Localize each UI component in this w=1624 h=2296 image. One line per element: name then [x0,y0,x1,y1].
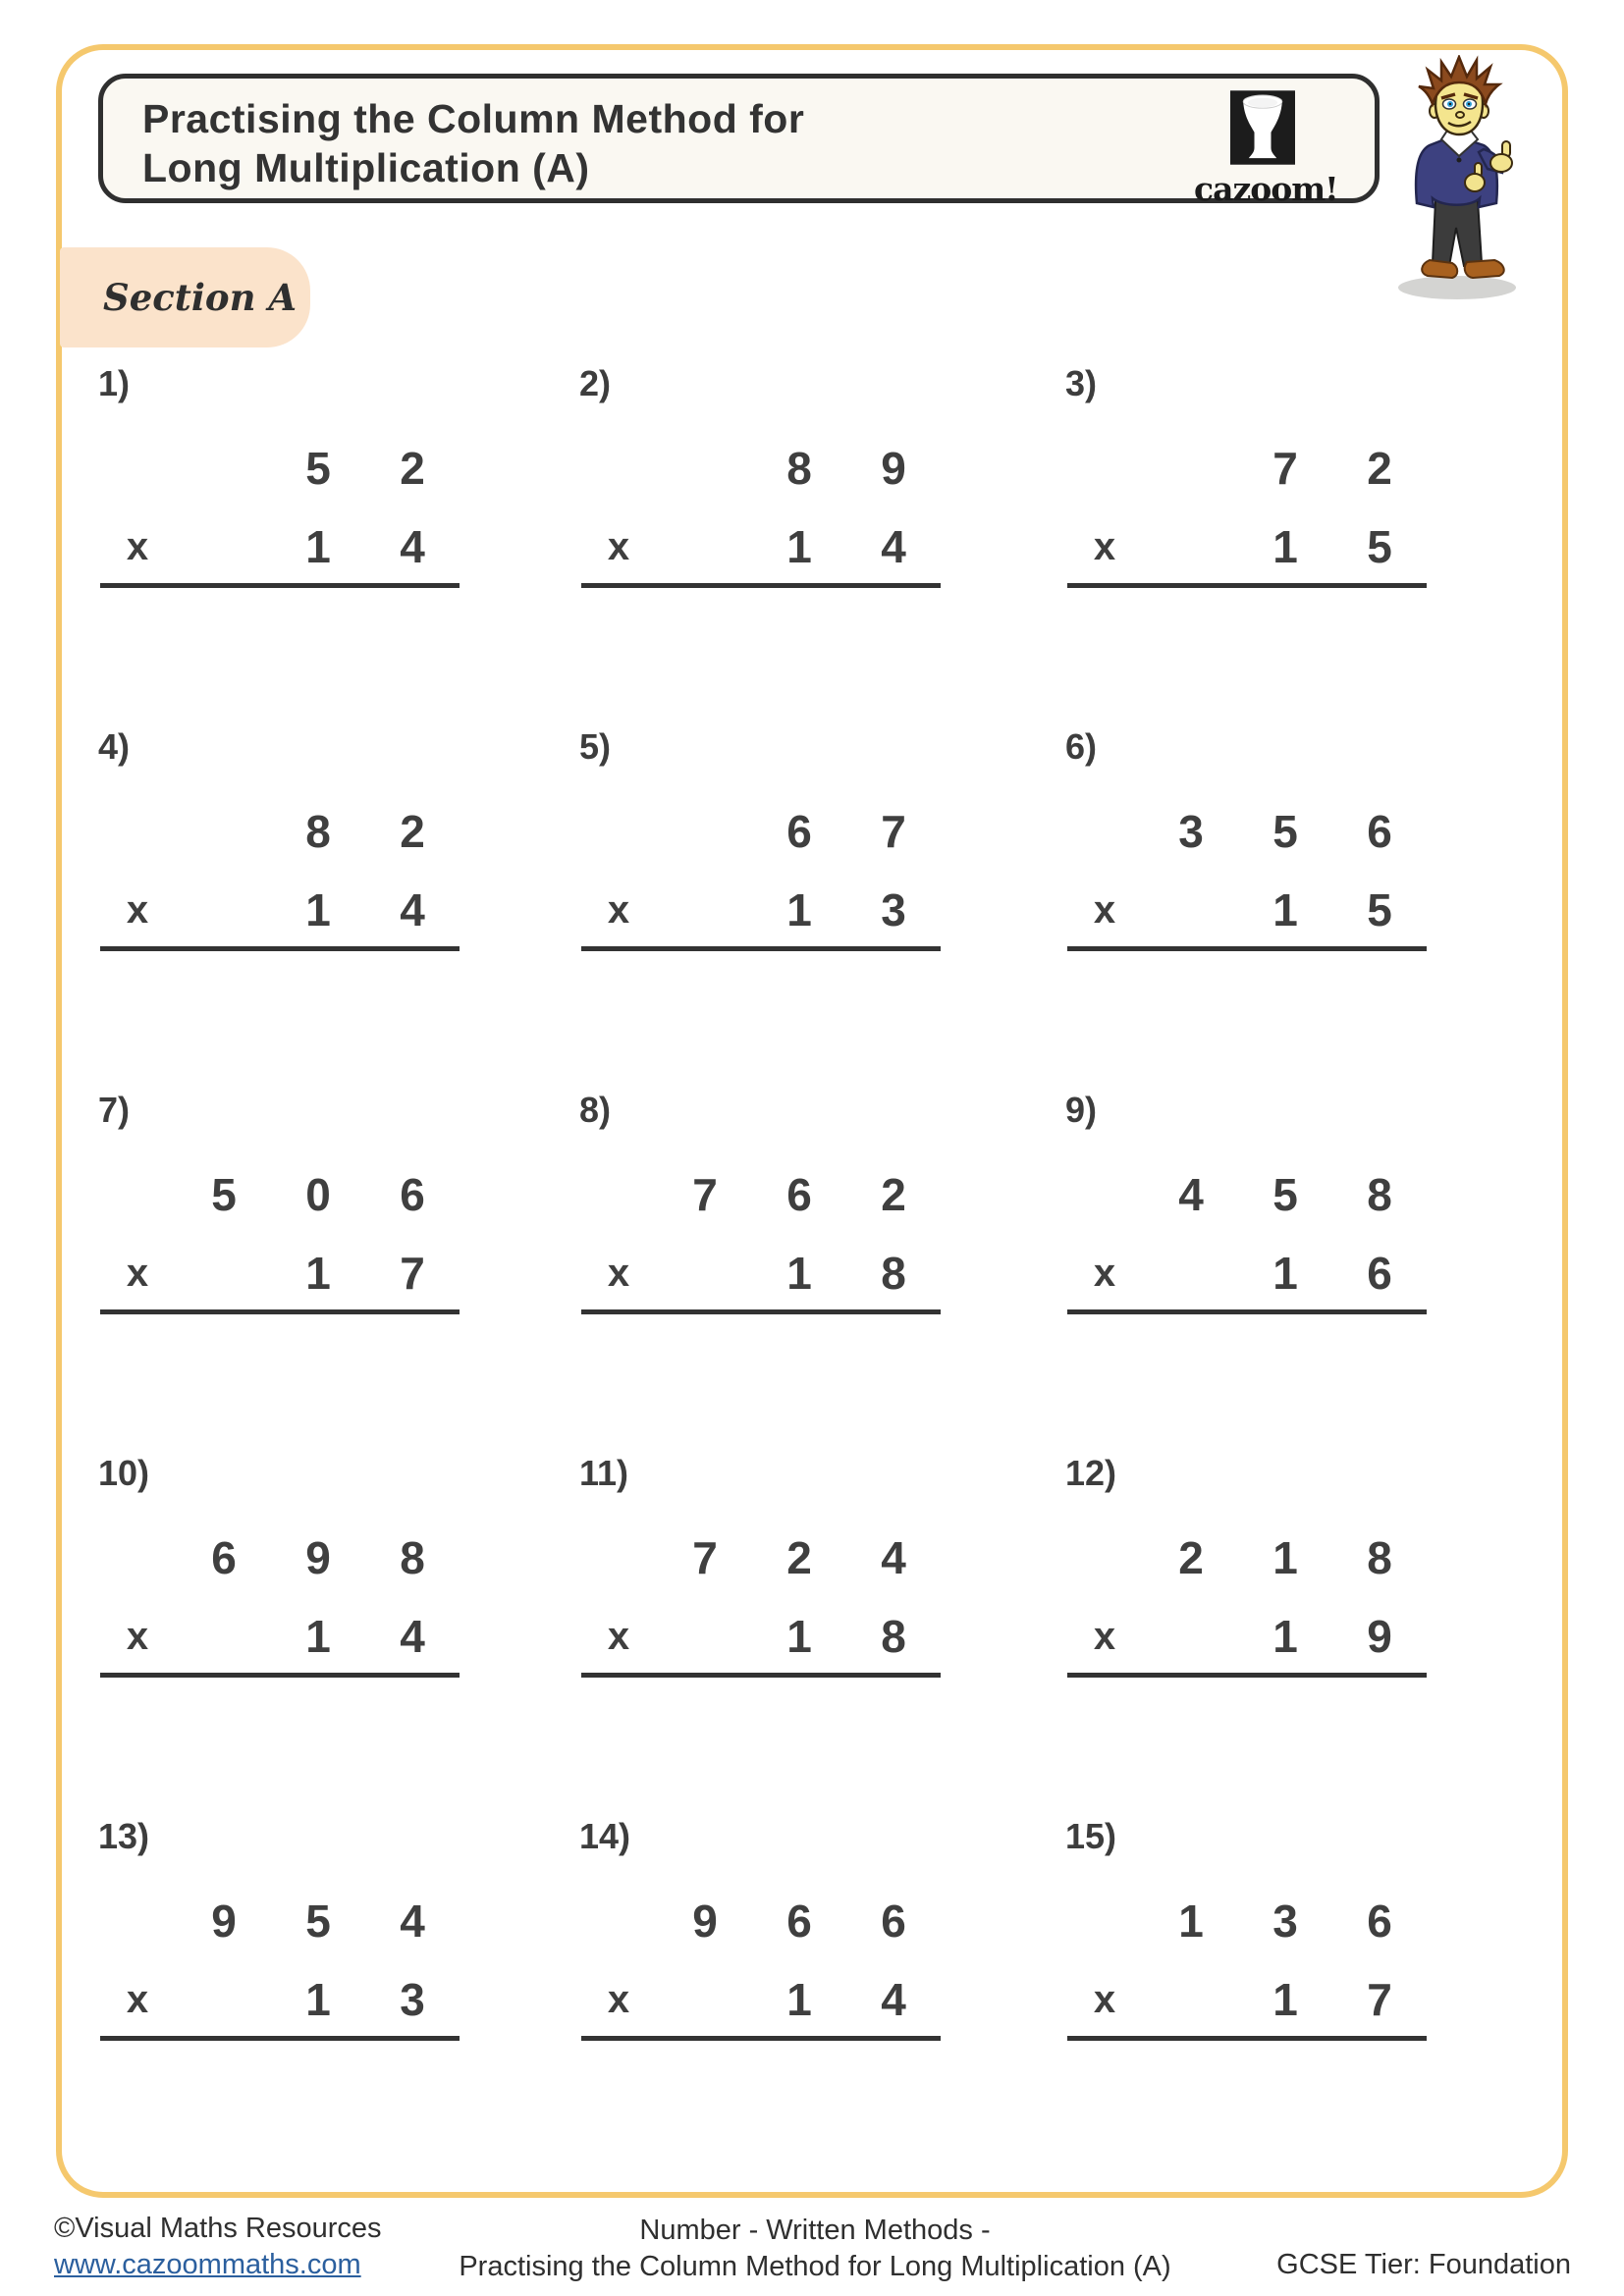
page-title-line2: Long Multiplication (A) [142,145,590,190]
multiply-sign: x [126,1978,149,2021]
digit-tens: 1 [786,884,812,935]
problem-number-label: 4) [98,726,131,767]
digit-tens: 1 [786,521,812,572]
digit-tens: 1 [305,1974,331,2025]
digit-tens: 1 [1272,1532,1298,1583]
digit-tens: 6 [786,1169,812,1220]
digit-units: 2 [881,1169,906,1220]
cazoom-logo-text: cazoom! [1194,170,1338,208]
multiplicand-row [98,1891,460,1951]
multiply-sign: x [126,525,149,568]
digit-hundreds: 3 [1178,806,1204,857]
digit-tens: 1 [1272,1974,1298,2025]
multiply-sign: x [1093,888,1116,932]
problem-number-label: 3) [1065,363,1098,403]
digit-tens: 7 [1272,443,1298,494]
multiplication-problem [98,1453,579,1816]
page-title-line1: Practising the Column Method for [142,96,805,141]
multiply-sign: x [607,1615,630,1658]
answer-line [100,1309,460,1314]
digit-units: 4 [400,1611,425,1662]
answer-line [1067,583,1427,588]
digit-hundreds: 4 [1178,1169,1204,1220]
digit-tens: 1 [786,1611,812,1662]
multiplicand-row [579,1891,941,1951]
digit-units: 5 [1367,521,1392,572]
footer-topic-line2: Practising the Column Method for Long Multiplication (A) [459,2251,1171,2282]
problem-number-label: 1) [98,363,131,403]
multiplicand-row [1065,1891,1427,1951]
digit-tens: 5 [305,443,331,494]
multiplier-row [1065,1606,1427,1667]
multiplication-problem [579,1453,1065,1816]
digit-tens: 5 [1272,1169,1298,1220]
multiply-sign: x [1093,1978,1116,2021]
multiplier-row [1065,1243,1427,1304]
multiplicand-row [579,438,941,499]
problem-number-label: 12) [1065,1453,1117,1493]
problem-number-label: 6) [1065,726,1098,767]
multiply-sign: x [126,888,149,932]
digit-tens: 1 [786,1974,812,2025]
digit-units: 8 [881,1248,906,1299]
digit-units: 4 [400,521,425,572]
digit-tens: 1 [305,1611,331,1662]
digit-tens: 1 [1272,884,1298,935]
answer-line [100,2036,460,2041]
multiplication-problem [1065,363,1532,726]
answer-line [100,583,460,588]
digit-units: 9 [881,443,906,494]
digit-units: 4 [881,1532,906,1583]
answer-line [1067,2036,1427,2041]
problem-number-label: 11) [579,1453,629,1493]
digit-units: 6 [1367,1248,1392,1299]
multiplication-problem [1065,1090,1532,1453]
multiplier-row [98,516,460,577]
multiplier-row [579,516,941,577]
digit-units: 7 [881,806,906,857]
multiplication-problem [579,363,1065,726]
answer-line [1067,1309,1427,1314]
multiply-sign: x [607,1252,630,1295]
djembe-drum-icon [1230,90,1295,165]
digit-units: 8 [881,1611,906,1662]
answer-line [581,1673,941,1678]
section-a-label: Section A [103,276,298,319]
digit-units: 6 [881,1896,906,1947]
digit-units: 6 [1367,1896,1392,1947]
multiply-sign: x [607,1978,630,2021]
digit-units: 8 [1367,1532,1392,1583]
digit-units: 2 [1367,443,1392,494]
page-title [142,94,804,192]
multiplier-row [98,880,460,940]
problem-number-label: 13) [98,1816,150,1856]
digit-tens: 8 [305,806,331,857]
digit-hundreds: 6 [211,1532,237,1583]
multiply-sign: x [126,1615,149,1658]
answer-line [581,1309,941,1314]
digit-units: 7 [1367,1974,1392,2025]
problem-number-label: 5) [579,726,612,767]
problem-number-label: 7) [98,1090,131,1130]
cazoom-logo [1194,90,1338,208]
digit-units: 4 [881,521,906,572]
digit-tens: 0 [305,1169,331,1220]
multiplier-row [98,1969,460,2030]
digit-tens: 5 [1272,806,1298,857]
multiplication-problem [1065,1453,1532,1816]
digit-tens: 6 [786,1896,812,1947]
multiplicand-row [1065,438,1427,499]
digit-tens: 5 [305,1896,331,1947]
multiply-sign: x [607,525,630,568]
worksheet-title-box [98,74,1380,208]
footer-copyright: ©Visual Maths Resources [54,2213,382,2244]
multiplier-row [98,1606,460,1667]
multiplication-problem [98,363,579,726]
footer-tier: GCSE Tier: Foundation [1276,2249,1571,2280]
multiplier-row [579,1606,941,1667]
multiplier-row [98,1243,460,1304]
digit-hundreds: 7 [692,1532,718,1583]
multiply-sign: x [1093,1615,1116,1658]
multiplication-problem [579,1816,1065,2179]
problem-number-label: 10) [98,1453,150,1493]
digit-units: 4 [881,1974,906,2025]
problem-number-label: 9) [1065,1090,1098,1130]
digit-tens: 1 [305,884,331,935]
digit-tens: 3 [1272,1896,1298,1947]
multiplicand-row [1065,1527,1427,1588]
digit-hundreds: 5 [211,1169,237,1220]
problem-number-label: 15) [1065,1816,1117,1856]
digit-units: 3 [881,884,906,935]
digit-tens: 9 [305,1532,331,1583]
digit-units: 4 [400,1896,425,1947]
problem-number-label: 8) [579,1090,612,1130]
footer-website-link[interactable]: www.cazoommaths.com [54,2249,361,2280]
multiply-sign: x [1093,525,1116,568]
multiplier-row [1065,1969,1427,2030]
digit-tens: 1 [1272,521,1298,572]
digit-tens: 1 [1272,1248,1298,1299]
multiply-sign: x [126,1252,149,1295]
multiplication-problem [98,1816,579,2179]
problem-number-label: 14) [579,1816,631,1856]
multiplicand-row [579,801,941,862]
multiplier-row [1065,516,1427,577]
multiply-sign: x [607,888,630,932]
digit-units: 9 [1367,1611,1392,1662]
multiplier-row [1065,880,1427,940]
multiplication-problem [1065,1816,1532,2179]
multiplication-problem [98,726,579,1090]
digit-units: 5 [1367,884,1392,935]
multiplier-row [579,1243,941,1304]
digit-units: 8 [400,1532,425,1583]
digit-units: 7 [400,1248,425,1299]
multiply-sign: x [1093,1252,1116,1295]
multiplier-row [579,1969,941,2030]
multiplicand-row [98,438,460,499]
answer-line [1067,946,1427,951]
problems-grid [98,363,1542,2179]
multiplicand-row [98,801,460,862]
student-character-illustration [1386,55,1534,300]
multiplicand-row [1065,1164,1427,1225]
multiplication-problem [579,1090,1065,1453]
multiplicand-row [98,1164,460,1225]
answer-line [581,946,941,951]
answer-line [100,1673,460,1678]
digit-tens: 1 [305,521,331,572]
digit-tens: 1 [1272,1611,1298,1662]
digit-tens: 8 [786,443,812,494]
digit-hundreds: 2 [1178,1532,1204,1583]
answer-line [581,583,941,588]
digit-units: 2 [400,806,425,857]
digit-units: 8 [1367,1169,1392,1220]
digit-tens: 2 [786,1532,812,1583]
digit-units: 2 [400,443,425,494]
multiplicand-row [579,1527,941,1588]
digit-hundreds: 9 [211,1896,237,1947]
multiplicand-row [98,1527,460,1588]
digit-units: 4 [400,884,425,935]
problem-number-label: 2) [579,363,612,403]
multiplier-row [579,880,941,940]
digit-units: 6 [1367,806,1392,857]
digit-units: 3 [400,1974,425,2025]
digit-tens: 1 [786,1248,812,1299]
multiplicand-row [579,1164,941,1225]
footer-topic-line1: Number - Written Methods - [639,2215,991,2246]
answer-line [581,2036,941,2041]
digit-hundreds: 7 [692,1169,718,1220]
multiplication-problem [98,1090,579,1453]
digit-hundreds: 9 [692,1896,718,1947]
digit-tens: 6 [786,806,812,857]
multiplicand-row [1065,801,1427,862]
multiplication-problem [1065,726,1532,1090]
section-a-badge [60,247,310,347]
digit-tens: 1 [305,1248,331,1299]
answer-line [100,946,460,951]
answer-line [1067,1673,1427,1678]
digit-units: 6 [400,1169,425,1220]
multiplication-problem [579,726,1065,1090]
digit-hundreds: 1 [1178,1896,1204,1947]
